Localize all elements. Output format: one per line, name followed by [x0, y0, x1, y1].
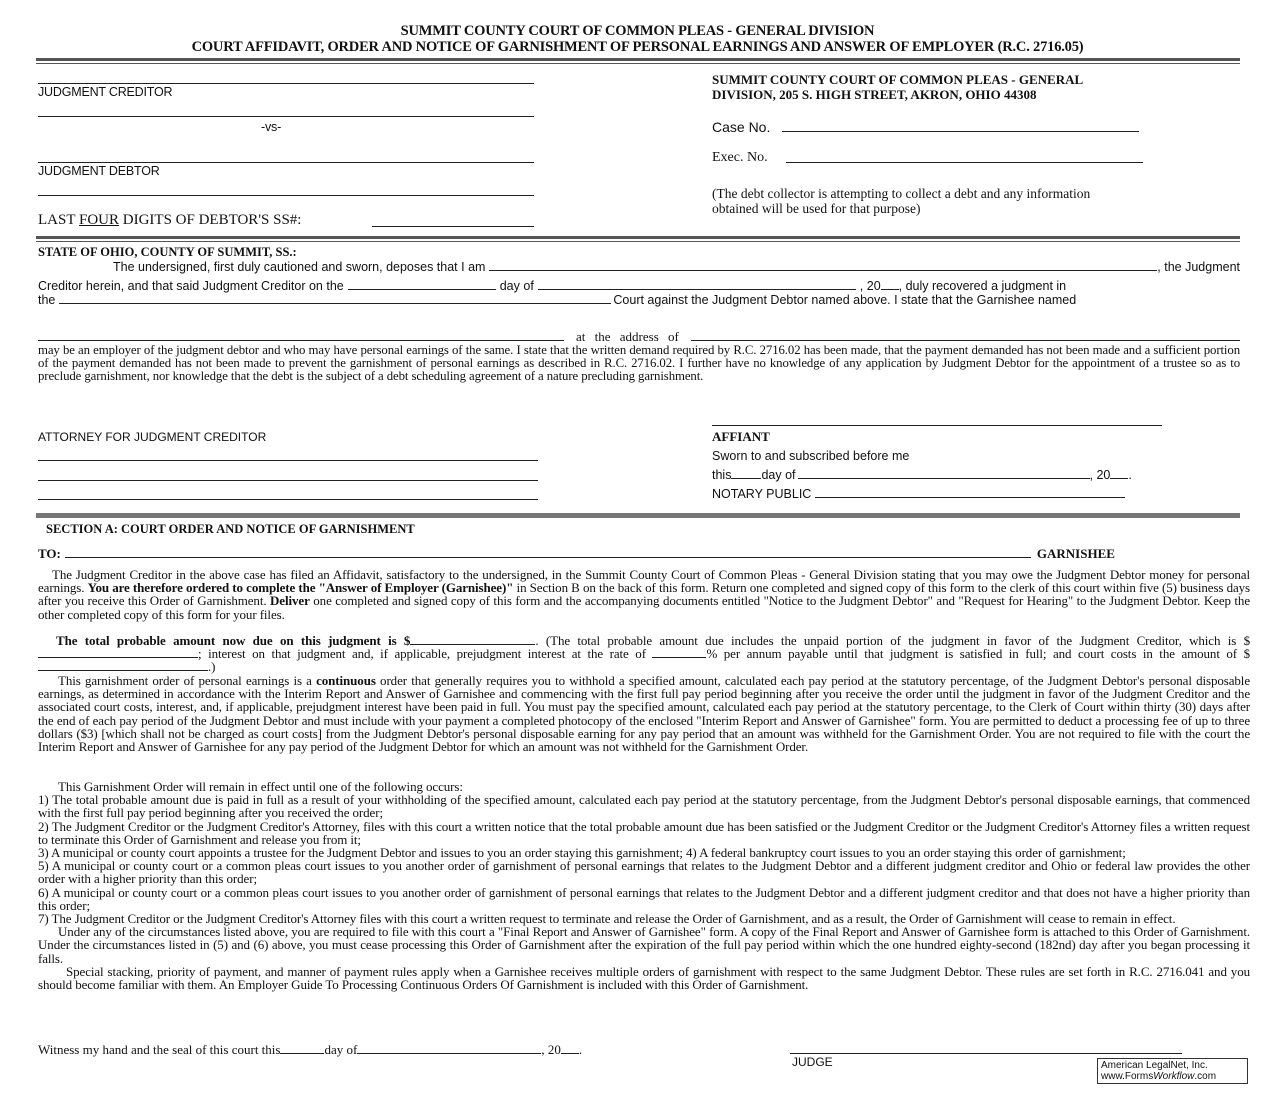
notary-year-prefix: , 20: [1089, 468, 1111, 482]
address-label: at the address of: [576, 329, 679, 344]
exec-no-field[interactable]: [786, 162, 1143, 163]
attorney-line-2[interactable]: [38, 480, 538, 481]
sworn-label: Sworn to and subscribed before me: [712, 449, 910, 463]
garnishee-name-field[interactable]: [38, 330, 564, 341]
attorney-line-3[interactable]: [38, 499, 538, 500]
affidavit-judgment-text: , the Judgment: [1157, 260, 1240, 274]
court-address-line1: SUMMIT COUNTY COURT OF COMMON PLEAS - GENERAL: [712, 72, 1084, 87]
creditor-herein-text: Creditor herein, and that said Judgment Creditor on the: [38, 279, 344, 293]
attorney-label: ATTORNEY FOR JUDGMENT CREDITOR: [38, 430, 267, 444]
court-name-field[interactable]: [59, 293, 611, 304]
affidavit-line-1: [38, 260, 1240, 274]
affidavit-line-3: [38, 293, 1240, 307]
condition-item: 1) The total probable amount due is paid in full as a result of your withholding of the specified amount, calculated each pay period at the statutory percentage, from the Judgment Debtor's personal disposable earnings, that commenced with the first full pay period beginning after you received the order;: [38, 792, 1250, 821]
garnishee-to-field[interactable]: [65, 547, 1031, 558]
garnishee-label: GARNISHEE: [1036, 546, 1115, 561]
affiant-label: AFFIANT: [712, 429, 770, 444]
court-against-text: Court against the Judgment Debtor named above. I state that the Garnishee named: [613, 293, 1077, 307]
notary-year-field[interactable]: [1110, 468, 1128, 479]
unpaid-judgment-field[interactable]: [38, 647, 198, 658]
form-title: COURT AFFIDAVIT, ORDER AND NOTICE OF GARNISHMENT OF PERSONAL EARNINGS AND ANSWER OF EMPLOYER (R.C. 2716.05): [191, 39, 1084, 55]
judge-label: JUDGE: [792, 1055, 833, 1069]
this-text: this: [712, 468, 732, 482]
year-prefix-text: , 20: [859, 279, 881, 293]
affiant-name-field[interactable]: [489, 260, 1157, 271]
debt-notice-line1: (The debt collector is attempting to collect a debt and any information: [712, 186, 1091, 201]
witness-day-field[interactable]: [280, 1043, 324, 1054]
ss-digits-field[interactable]: [372, 226, 534, 227]
case-no-field[interactable]: [782, 131, 1139, 132]
witness-year-field[interactable]: [561, 1043, 579, 1054]
witness-day-of-text: day of: [324, 1042, 358, 1057]
garnishee-address-field[interactable]: [691, 330, 1240, 341]
judgment-debtor-label: JUDGMENT DEBTOR: [38, 164, 160, 178]
judgment-day-field[interactable]: [348, 279, 496, 290]
condition-item: 6) A municipal or county court or a common pleas court issues to you another order of garnishment of personal earnings that relates to the Judgment Debtor and a different judgment creditor and that does not have a higher priority than this order;: [38, 884, 1250, 913]
judgment-year-field[interactable]: [881, 279, 899, 290]
section-a-paragraph-1: The Judgment Creditor in the above case has filed an Affidavit, satisfactory to the undersigned, in the Summit County Court of Common Pleas - General Division stating that you may owe the Judgment Debtor money for personal earnings. You are therefore ordered to complete the "Answer of Employer (Garnishee)" in Section B on the back of this form. Return one completed and signed copy of this form to the clerk of this court within five (5) business days after you receive this Order of Garnishment. Deliver one completed and signed copy of this form and the accompanying documents entitled "Notice to the Judgment Debtor" and "Request for Hearing" to the Judgment Debtor. Keep the other completed copy of this form for your files.: [38, 567, 1251, 622]
judgment-debtor-field[interactable]: [38, 162, 534, 163]
condition-item: 2) The Judgment Creditor or the Judgment Creditor's Attorney, files with this court a written notice that the total probable amount due has been satisfied or the Judgment Creditor or the Judgment Creditor's Attorney files a written request to terminate this Order of Garnishment and release you from it;: [38, 818, 1250, 847]
section-a-title: SECTION A: COURT ORDER AND NOTICE OF GARNISHMENT: [46, 522, 415, 536]
section-divider: [36, 513, 1240, 518]
judgment-creditor-label: JUDGMENT CREDITOR: [38, 85, 173, 99]
affidavit-line-2: [38, 279, 1240, 293]
debt-collector-notice: [712, 186, 1090, 216]
notary-day-field[interactable]: [731, 468, 761, 479]
interest-rate-field[interactable]: [652, 647, 706, 658]
final-report-paragraph: Under any of the circumstances listed above, you are required to file with this court a "Final Report and Answer of Garnishee" form. A copy of the Final Report and Answer of Garnishee form is attached to this Order of Garnishment. Under the circumstances listed in (5) and (6) above, you must cease processing this Order of Garnishment after the expiration of the full pay period within which the one hundred eighty-second (182nd) day after you began processing it falls.: [38, 924, 1250, 966]
affiant-signature-field[interactable]: [712, 425, 1162, 426]
conditions-intro: This Garnishment Order will remain in effect until one of the following occurs:: [58, 779, 463, 794]
witness-text: Witness my hand and the seal of this court this: [38, 1042, 281, 1057]
caption-divider: [36, 236, 1240, 242]
section-a-paragraph-2: The total probable amount now due on this judgment is $ . (The total probable amount due includes the unpaid portion of the judgment in favor of the Judgment Creditor, which is $; interest on that judgment and, if applicable, prejudgment interest at the rate of % per annum payable until that judgment is satisfied in full; and court costs in the amount of $.): [38, 634, 1250, 674]
court-address-line2: DIVISION, 205 S. HIGH STREET, AKRON, OHIO 44308: [712, 87, 1037, 102]
the-text: the: [38, 293, 56, 307]
notary-public-label: NOTARY PUBLIC: [712, 487, 812, 501]
affidavit-paragraph: may be an employer of the judgment debtor and who may have personal earnings of the same. I state that the written demand required by R.C. 2716.02 has been made, that the payment demanded has not been made and a sufficient portion of the payment demanded has not been made to prevent the garnishment of personal earnings as described in R.C. 2716.02. I further have no knowledge of any application by Judgment Debtor for the appointment of a trustee so as to preclude garnishment, nor knowledge that the debt is the subject of a debt scheduling agreement of a nature precluding garnishment.: [38, 343, 1240, 384]
condition-item: 7) The Judgment Creditor or the Judgment Creditor's Attorney files with this court a written request to terminate and release the Order of Garnishment, and as a result, the Order of Garnishment will cease to remain in effect.: [38, 911, 1176, 927]
notary-month-field[interactable]: [798, 468, 1090, 479]
court-address: [712, 72, 1083, 102]
notary-day-of-text: day of: [761, 468, 796, 482]
publisher-box: [1097, 1058, 1248, 1084]
court-costs-field[interactable]: [38, 660, 208, 671]
duly-recovered-text: , duly recovered a judgment in: [898, 279, 1067, 293]
exec-no-label: Exec. No.: [712, 150, 768, 165]
judgment-debtor-address-field[interactable]: [38, 195, 534, 196]
vs-label: -vs-: [261, 120, 282, 134]
witness-year-prefix: , 20: [541, 1042, 561, 1057]
witness-period: .: [578, 1042, 583, 1057]
to-garnishee-line: [38, 546, 1240, 562]
section-a-paragraph-3: This garnishment order of personal earnings is a continuous order that generally requires you to withhold a specified amount, calculated each pay period at the statutory percentage, of the Judgment Debtor's personal disposable earnings, as determined in accordance with the Interim Report and Answer of Garnishee and commencing with the first full pay period beginning after you receive the order until the judgment in favor of the Judgment Creditor and the associated court costs, interest, and, if applicable, prejudgment interest have been paid in full. You must pay the specified amount, calculated each pay period at the statutory percentage, to the Clerk of Court within thirty (30) days after the end of each pay period of the Judgment Debtor and must include with your payment a completed photocopy of the enclosed "Interim Report and Answer of Garnishee" form. You are permitted to deduct a processing fee of up to three dollars ($3) [which shall not be charged as court costs] from the Judgment Debtor's personal disposable earning for any pay period that an amount was withheld for the Garnishment Order. You are not required to file with the court the Interim Report and Answer of Garnishee for any pay period of the Judgment Debtor for which an amount was not withheld for the Garnishment Order.: [38, 673, 1250, 755]
witness-line: [38, 1042, 582, 1058]
venue-heading: STATE OF OHIO, COUNTY OF SUMMIT, SS.:: [38, 245, 297, 259]
to-label: TO:: [38, 546, 61, 561]
judge-signature-field[interactable]: [790, 1053, 1182, 1054]
debt-notice-line2: obtained will be used for that purpose): [712, 201, 921, 216]
stacking-rules-paragraph: Special stacking, priority of payment, and manner of payment rules apply when a Garnishee receives multiple orders of garnishment with respect to the same Judgment Debtor. These rules are set forth in R.C. 2716.041 and you should become familiar with them. An Employer Guide To Processing Continuous Orders Of Garnishment is included with this Order of Garnishment.: [38, 963, 1250, 993]
notary-public-line: [712, 487, 1142, 501]
total-amount-field[interactable]: [410, 634, 535, 645]
notary-signature-field[interactable]: [815, 487, 1125, 498]
notary-date-line: this day of , 20 .: [712, 468, 1132, 482]
court-title: SUMMIT COUNTY COURT OF COMMON PLEAS - GENERAL DIVISION: [400, 23, 875, 39]
attorney-line-1[interactable]: [38, 460, 538, 461]
judgment-month-field[interactable]: [538, 279, 856, 290]
condition-item: 5) A municipal or county court or a common pleas court issues to you another order of garnishment of personal earnings that relates to the Judgment Debtor and a different judgment creditor and Ohio or federal law provides the other order with a higher priority than this order;: [38, 858, 1250, 887]
ss-label: LAST FOUR DIGITS OF DEBTOR'S SS#:: [38, 212, 302, 228]
header-divider: [36, 58, 1240, 64]
publisher-website: www.FormsWorkflow.com: [1101, 1071, 1217, 1082]
case-no-label: Case No.: [712, 119, 771, 135]
condition-item: 3) A municipal or county court appoints a trustee for the Judgment Debtor and issues to you an order staying this garnishment; 4) A federal bankruptcy court issues to you an order staying this order of garnishment;: [38, 845, 1126, 861]
affidavit-deposes-text: The undersigned, first duly cautioned and sworn, deposes that I am: [113, 260, 486, 274]
section-a-conditions: [38, 780, 1250, 991]
witness-month-field[interactable]: [357, 1043, 541, 1054]
day-of-text: day of: [499, 279, 534, 293]
publisher-name: American LegalNet, Inc.: [1101, 1060, 1208, 1071]
judgment-creditor-field[interactable]: [38, 83, 534, 84]
judgment-creditor-address-field[interactable]: [38, 116, 534, 117]
